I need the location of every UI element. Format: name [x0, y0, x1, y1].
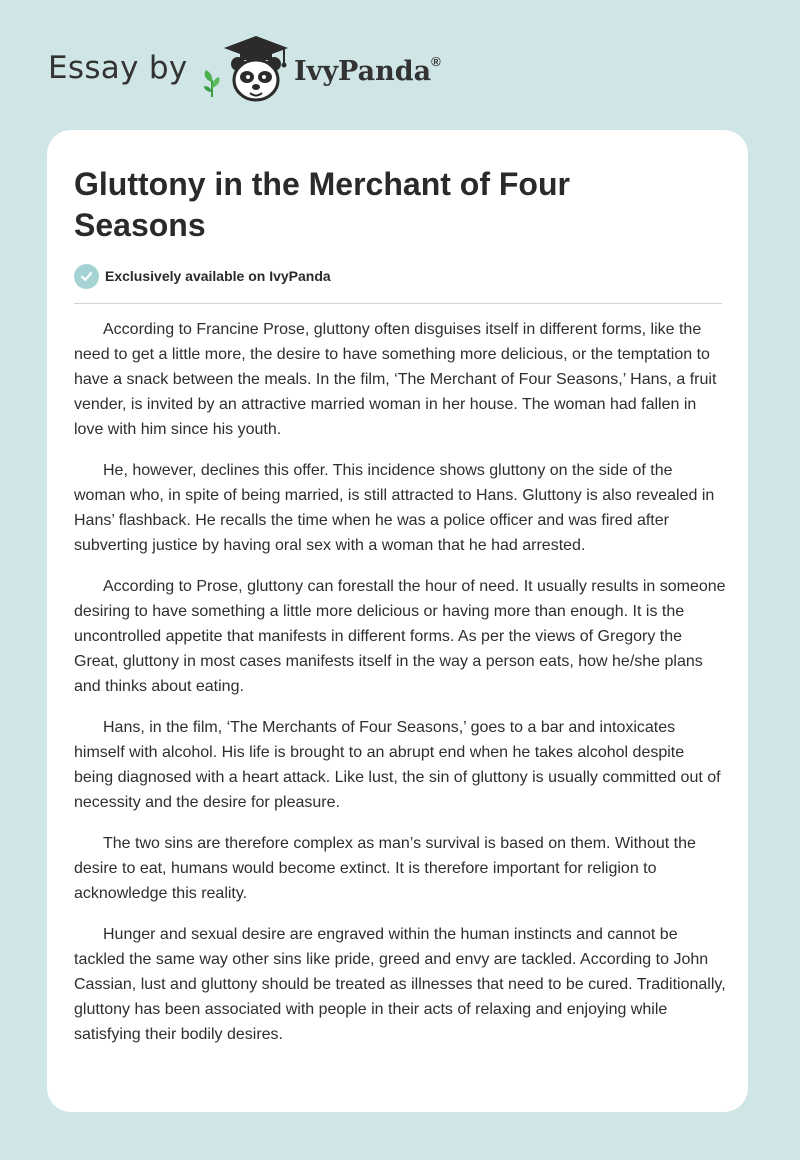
panda-graduation-cap-logo[interactable] [218, 32, 294, 108]
badge-label: Exclusively available on IvyPanda [105, 268, 331, 284]
essay-by-label: Essay by [48, 50, 188, 86]
paragraph: According to Prose, gluttony can forestall the hour of need. It usually results in someone desiring to have something a little more delicious or having more than enough. It is the uncontrolled appetite that manifests in different forms. As per the views of Gregory the Great, gluttony in most cases manifests itself in the way a person eats, how he/she plans and thinks about eating. [74, 578, 726, 695]
essay-body [74, 317, 726, 1063]
check-icon [74, 264, 99, 289]
divider [74, 303, 722, 304]
brand-name[interactable]: IvyPanda® [294, 54, 441, 87]
page-title: Gluttony in the Merchant of Four Seasons [74, 166, 570, 243]
registered-mark: ® [431, 54, 441, 69]
exclusive-badge [74, 263, 331, 289]
paragraph: Hunger and sexual desire are engraved within the human instincts and cannot be tackled the same way other sins like pride, greed and envy are tackled. According to John Cassian, lust and gluttony should be treated as illnesses that need to be cured. Traditionally, gluttony has been associated with people in their acts of relaxing and enjoying while satisfying their bodily desires. [74, 926, 726, 1043]
paragraph: Hans, in the film, ‘The Merchants of Four Seasons,’ goes to a bar and intoxicates himself with alcohol. His life is brought to an abrupt end when he takes alcohol despite being diagnosed with a heart attack. Like lust, the sin of gluttony is usually committed out of necessity and the desire for pleasure. [74, 719, 721, 811]
essay-card [47, 130, 748, 1112]
site-header [48, 30, 648, 110]
paragraph: The two sins are therefore complex as man’s survival is based on them. Without the desire to eat, humans would become extinct. It is therefore important for religion to acknowledge this reality. [74, 835, 696, 902]
paragraph: He, however, declines this offer. This incidence shows gluttony on the side of the woman who, in spite of being married, is still attracted to Hans. Gluttony is also revealed in Hans’ flashback. He recalls the time when he was a police officer and was fired after subverting justice by having oral sex with a woman that he had arrested. [74, 462, 715, 554]
paragraph: According to Francine Prose, gluttony often disguises itself in different forms, like the need to get a little more, the desire to have something more delicious, or the temptation to have a snack between the meals. In the film, ‘The Merchant of Four Seasons,’ Hans, a fruit vender, is invited by an attractive married woman in her house. The woman had fallen in love with him since his youth. [74, 321, 717, 438]
